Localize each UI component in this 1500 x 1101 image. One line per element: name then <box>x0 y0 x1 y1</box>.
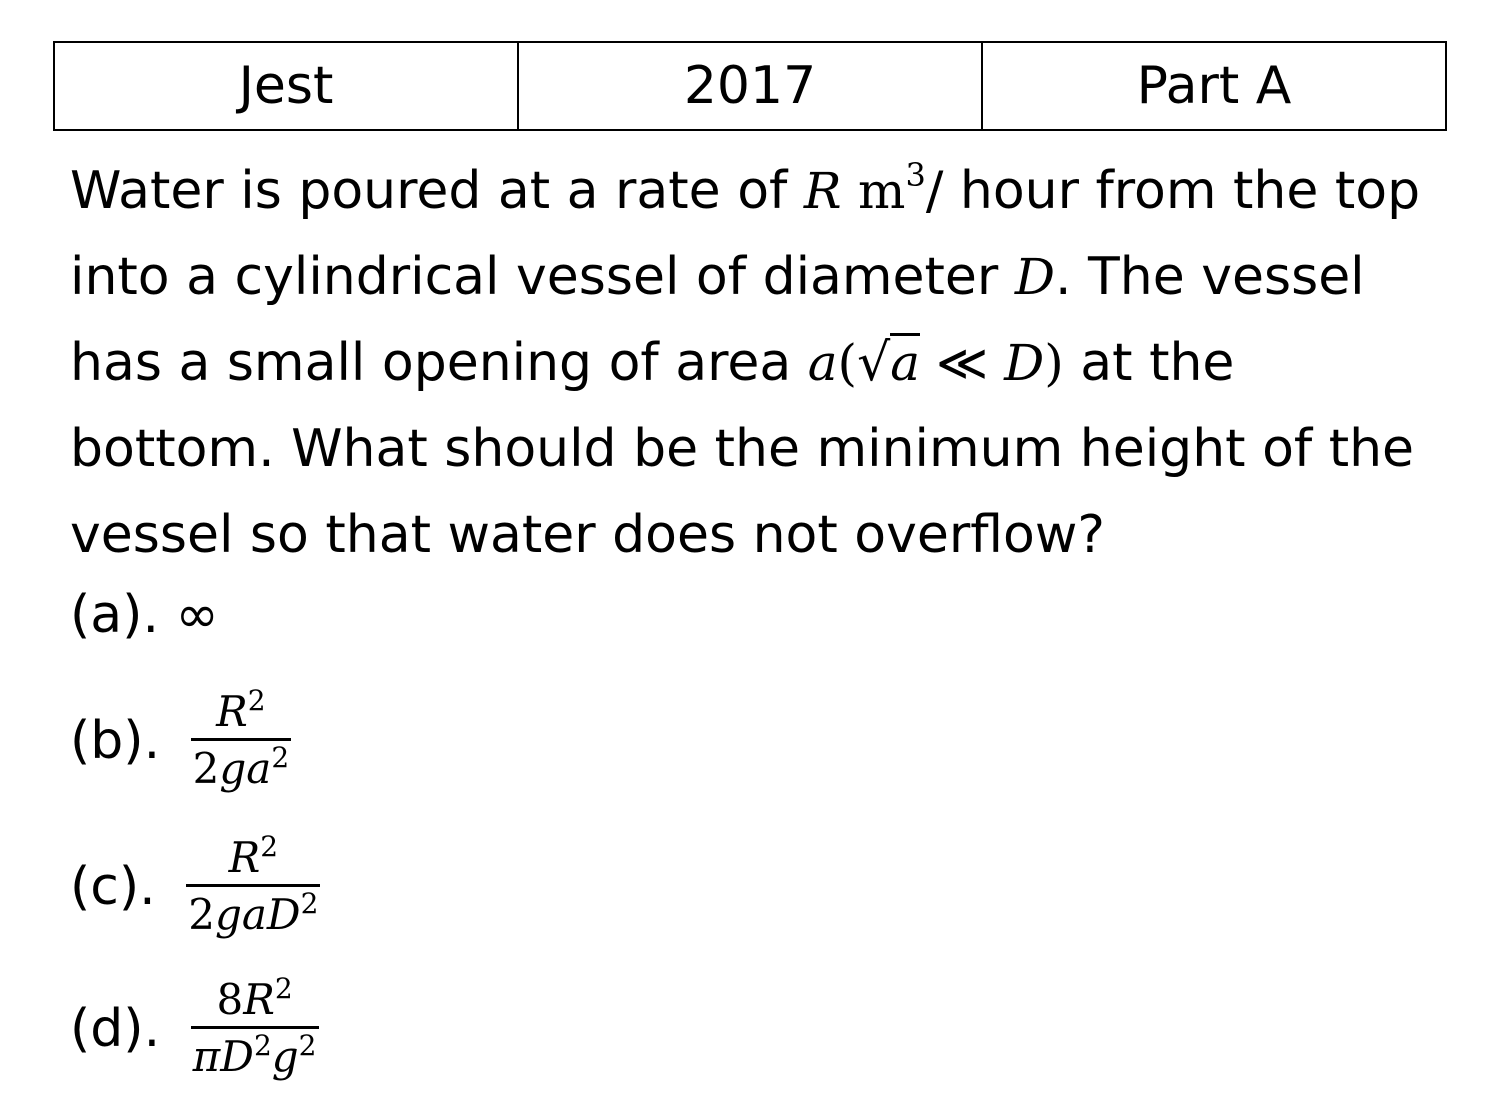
question-line-2: into a cylindrical vessel of diameter D. The vessel <box>70 247 1365 307</box>
option-b-fraction: $\frac{R^2}{2ga^2}$ <box>192 684 290 794</box>
option-d-label: (d). <box>70 998 161 1059</box>
option-a-label: (a). <box>70 585 159 645</box>
infinity-icon: ∞ <box>175 585 219 645</box>
question-line-4: bottom. What should be the minimum height of the <box>70 419 1415 479</box>
option-c-fraction: $\frac{R^2}{2gaD^2}$ <box>188 830 319 940</box>
option-c-label: (c). <box>70 856 156 917</box>
question-line-3: has a small opening of area a(√a ≪ D) at the <box>70 333 1235 393</box>
option-b-label: (b). <box>70 710 161 771</box>
option-d[interactable] <box>70 972 319 1082</box>
compare-variable: D <box>1004 334 1045 392</box>
header-part-cell: Part A <box>982 42 1446 130</box>
diameter-variable: D <box>1014 248 1055 306</box>
option-a[interactable] <box>70 585 219 645</box>
unit-exponent: 3 <box>905 156 926 194</box>
sqrt-expression: √a <box>857 333 921 393</box>
sqrt-icon: √ <box>857 333 891 393</box>
question-text <box>70 148 1450 578</box>
header-exam-cell: Jest <box>54 42 518 130</box>
header-row <box>54 42 1446 130</box>
option-d-fraction: $\frac{8R^2}{\pi D^2g^2}$ <box>192 972 317 1082</box>
header-table <box>53 41 1447 131</box>
question-line-1: Water is poured at a rate of R $m^3/$ hour from the top <box>70 156 1421 221</box>
header-year-cell: 2017 <box>518 42 982 130</box>
option-c[interactable] <box>70 830 320 940</box>
rate-variable: R <box>803 162 842 220</box>
unit: m <box>858 162 906 220</box>
option-b[interactable] <box>70 684 291 794</box>
question-line-5: vessel so that water does not overflow? <box>70 505 1105 565</box>
area-variable: a <box>807 334 838 392</box>
